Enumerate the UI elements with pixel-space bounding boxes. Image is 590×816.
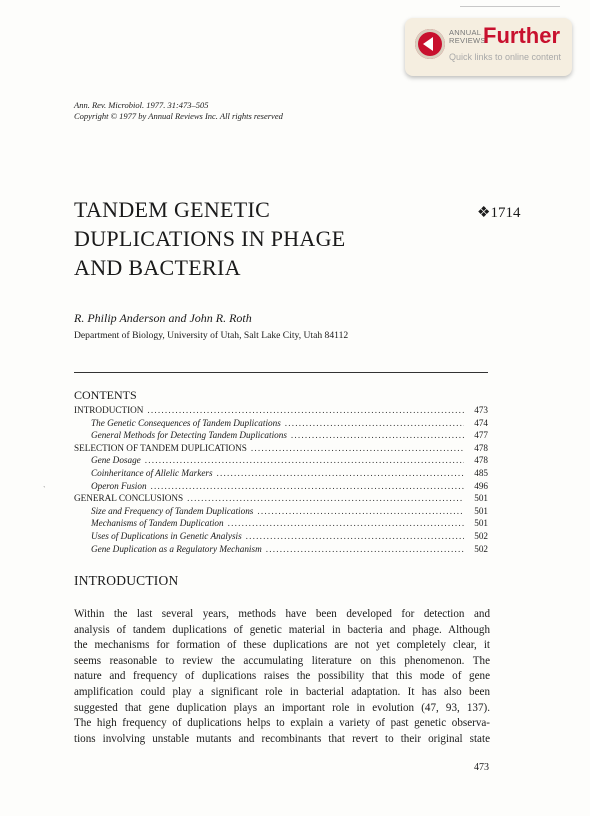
toc-entry[interactable]: INTRODUCTION ..... 473 — [74, 404, 488, 417]
body-line: nature and frequency of duplications raises the possibility that this mode of gene — [74, 670, 490, 683]
play-logo-icon — [415, 29, 445, 59]
body-line: tions involving unstable mutants and recombinants that revert to their original state — [74, 732, 490, 745]
article-tag: ❖1714 — [477, 205, 521, 221]
authors: R. Philip Anderson and John R. Roth — [74, 311, 252, 325]
toc-entry[interactable]: Gene Dosage ..... 478 — [74, 454, 488, 467]
citation-journal: Ann. Rev. Microbiol. 1977. 31:473–505 — [74, 100, 209, 110]
toc-entry[interactable]: The Genetic Consequences of Tandem Duplications ..... 474 — [74, 417, 488, 430]
badge-subtitle: Quick links to online content — [449, 52, 562, 62]
body-paragraph — [74, 607, 490, 747]
body-line: Within the last several years, methods have been developed for detection and — [74, 608, 490, 620]
body-line: suggested that gene duplication plays an important role in evolution (47, 93, 137). — [74, 701, 490, 714]
page-number: 473 — [474, 762, 489, 773]
toc-entry[interactable]: SELECTION OF TANDEM DUPLICATIONS ..... 478 — [74, 442, 488, 455]
body-line: amplification could play a significant role in bacterial adaptation. It has also been — [74, 685, 490, 698]
contents-heading: CONTENTS — [74, 388, 137, 402]
divider — [74, 372, 488, 373]
affiliation: Department of Biology, University of Utah, Salt Lake City, Utah 84112 — [74, 330, 349, 341]
header-rule — [460, 6, 560, 7]
body-line: seems reasonable to review the accumulating literature on this phenomenon. The — [74, 654, 490, 667]
toc-entry[interactable]: General Methods for Detecting Tandem Duplications ..... 477 — [74, 429, 488, 442]
body-line: analysis of tandem duplications of genetic material in bacteria and phage. Although — [74, 623, 490, 636]
badge-further-label: Further — [483, 23, 560, 48]
article-title: TANDEM GENETIC DUPLICATIONS IN PHAGE AND BACTERIA — [74, 197, 346, 280]
body-line: The high frequency of duplications helps to explain a variety of past genetic observa- — [74, 717, 490, 730]
toc-entry[interactable]: Gene Duplication as a Regulatory Mechanism ..... 502 — [74, 543, 488, 556]
toc-entry[interactable]: GENERAL CONCLUSIONS ..... 501 — [74, 492, 488, 505]
citation — [74, 100, 283, 122]
section-heading: INTRODUCTION — [74, 573, 179, 588]
toc-entry[interactable]: Coinheritance of Allelic Markers ..... 485 — [74, 467, 488, 480]
badge-publisher: ANNUAL REVIEWS — [449, 28, 486, 45]
toc-entry[interactable]: Operon Fusion ..... 496 — [74, 480, 488, 493]
table-of-contents — [74, 404, 488, 555]
toc-entry[interactable]: Mechanisms of Tandem Duplication ..... 501 — [74, 517, 488, 530]
citation-copyright: Copyright © 1977 by Annual Reviews Inc. All rights reserved — [74, 111, 283, 121]
body-line: the mechanisms for formation of these duplications are not yet completely clear, it — [74, 639, 490, 652]
toc-entry[interactable]: Size and Frequency of Tandem Duplications ..... 501 — [74, 505, 488, 518]
scan-speck: ` — [43, 485, 46, 494]
annual-reviews-further-badge[interactable] — [405, 18, 572, 76]
toc-entry[interactable]: Uses of Duplications in Genetic Analysis ..... 502 — [74, 530, 488, 543]
